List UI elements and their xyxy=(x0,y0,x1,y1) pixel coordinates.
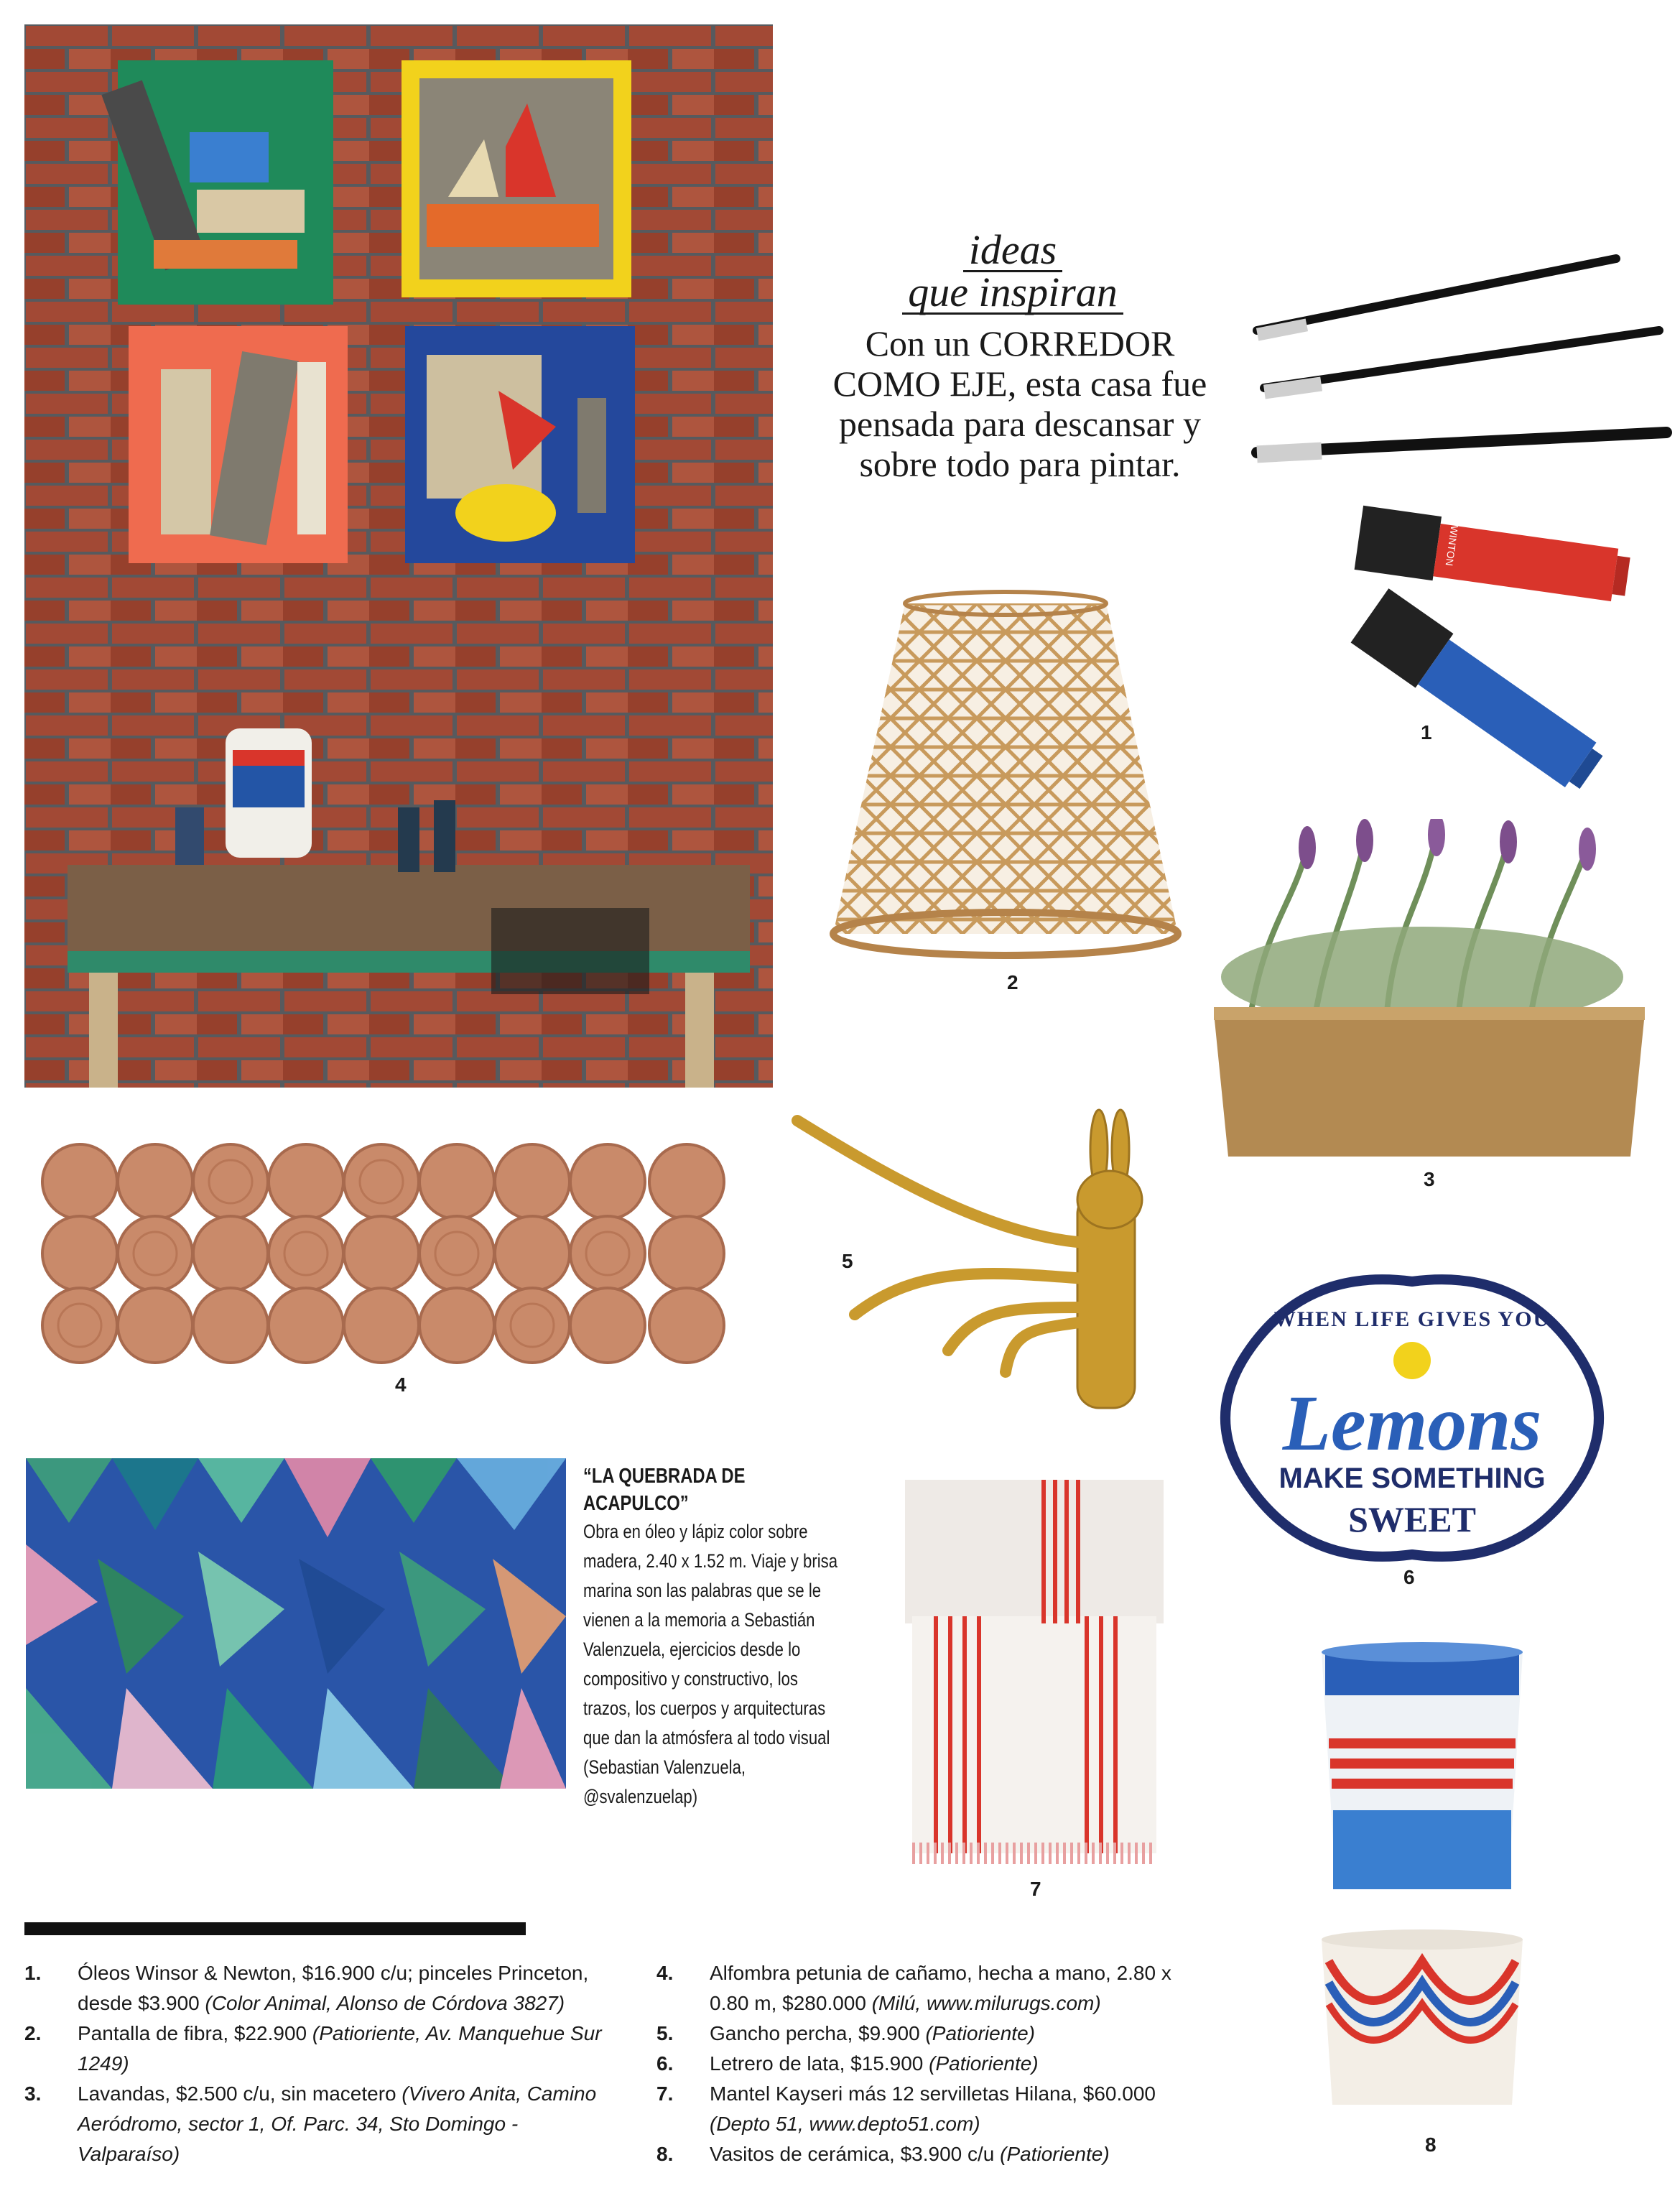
product-number-8: 8 xyxy=(1425,2133,1437,2156)
wall-art-blue xyxy=(405,326,635,563)
credit-item xyxy=(656,2049,1202,2079)
credit-item xyxy=(656,2139,1202,2169)
hemp-rug-photo xyxy=(40,1142,737,1365)
headline-text: esta casa fue pensada para descansar y sobre todo para pintar. xyxy=(839,363,1207,484)
credit-text: Alfombra petunia de cañamo, hecha a mano, 2.80 x 0.80 m, $280.000 xyxy=(710,1962,1171,2014)
artwork-description: Obra en óleo y lápiz color sobre madera, 2.40 x 1.52 m. Viaje y brisa marina son las palabras que se le vienen a la memoria a Sebastián Valenzuela, ejercicios desde lo compositivo y constructivo, los trazos, los cuerpos y arquitecturas que dan la atmósfera al todo visual (Sebastian Valenzuela, @svalenzuelap) xyxy=(583,1521,838,1807)
lavender-planter-photo xyxy=(1207,819,1652,1164)
product-number-1: 1 xyxy=(1421,721,1432,743)
credit-number: 8. xyxy=(656,2143,674,2165)
credit-item xyxy=(24,2079,621,2169)
credit-item xyxy=(656,1958,1202,2019)
sign-line1: WHEN LIFE GIVES YOU xyxy=(1273,1307,1551,1331)
blue-paint-tube xyxy=(1351,588,1611,798)
credits-column-left xyxy=(24,1958,621,2169)
credit-source: (Depto 51, www.depto51.com) xyxy=(710,2113,980,2135)
hero-photo xyxy=(24,24,773,1088)
credit-source: (Patioriente) xyxy=(925,2022,1035,2044)
red-paint-tube xyxy=(1355,506,1633,608)
wooden-planter-box xyxy=(1214,1013,1645,1157)
ceramic-cup-top xyxy=(1322,1642,1523,1889)
credit-item xyxy=(24,1958,621,2019)
tube-brand-label: WINTON xyxy=(1443,524,1461,567)
product-number-4: 4 xyxy=(395,1373,407,1396)
sign-line4: SWEET xyxy=(1348,1499,1476,1539)
wall-art-green xyxy=(101,60,333,305)
lemons-tin-sign xyxy=(1204,1267,1620,1569)
credit-source: (Color Animal, Alonso de Córdova 3827) xyxy=(205,1992,565,2014)
ceramic-cups-photo xyxy=(1307,1638,1537,2112)
ceramic-cup-bottom xyxy=(1322,1929,1523,2105)
credit-text: Óleos Winsor & Newton, $16.900 c/u; pinceles Princeton, desde $3.900 xyxy=(78,1962,589,2014)
product-number-6: 6 xyxy=(1403,1566,1415,1588)
credit-text: Vasitos de cerámica, $3.900 c/u xyxy=(710,2143,995,2165)
wall-art-coral xyxy=(129,326,348,563)
credit-number: 2. xyxy=(24,2022,42,2044)
lavender-plants xyxy=(1221,819,1623,1027)
credit-text: Letrero de lata, $15.900 xyxy=(710,2052,924,2075)
headline-caps: COMO EJE, xyxy=(832,363,1017,404)
sign-line2: Lemons xyxy=(1282,1379,1542,1467)
credit-number: 1. xyxy=(24,1962,42,1984)
credit-source: (Patioriente, Av. Manquehue Sur 1249) xyxy=(78,2022,602,2075)
credit-number: 6. xyxy=(656,2052,674,2075)
headline xyxy=(819,323,1221,484)
credit-text: Lavandas, $2.500 c/u, sin macetero xyxy=(78,2082,396,2105)
striped-tablecloth-photo xyxy=(898,1480,1171,1882)
credit-text: Pantalla de fibra, $22.900 xyxy=(78,2022,307,2044)
credit-source: (Patioriente) xyxy=(1000,2143,1110,2165)
paint-brushes xyxy=(1256,259,1666,463)
brushes-and-paints-photo xyxy=(1243,244,1674,819)
artwork-caption xyxy=(583,1463,848,1812)
section-rule xyxy=(24,1922,526,1935)
credit-item xyxy=(656,2019,1202,2049)
credit-text: Gancho percha, $9.900 xyxy=(710,2022,920,2044)
product-number-3: 3 xyxy=(1424,1168,1435,1190)
product-number-7: 7 xyxy=(1030,1878,1041,1900)
credit-source: (Vivero Anita, Camino Aeródromo, sector 1, Of. Parc. 34, Sto Domingo - Valparaíso) xyxy=(78,2082,597,2165)
credit-number: 7. xyxy=(656,2082,674,2105)
credit-source: (Patioriente) xyxy=(929,2052,1039,2075)
credits-column-right xyxy=(656,1958,1202,2169)
section-kicker xyxy=(833,226,1192,315)
credit-number: 5. xyxy=(656,2022,674,2044)
wall-art-yellow xyxy=(402,60,631,297)
product-number-5: 5 xyxy=(842,1250,853,1272)
credit-text: Mantel Kayseri más 12 servilletas Hilana, $60.000 xyxy=(710,2082,1156,2105)
lemon-icon xyxy=(1393,1342,1431,1379)
rabbit-hook-photo xyxy=(776,1092,1149,1415)
product-number-2: 2 xyxy=(1007,971,1018,993)
artwork-title: “LA QUEBRADA DE ACAPULCO” xyxy=(583,1465,746,1515)
credit-item xyxy=(656,2079,1202,2139)
credit-item xyxy=(24,2019,621,2079)
headline-caps: Con un CORREDOR xyxy=(865,323,1175,363)
wicker-lampshade-photo xyxy=(819,589,1192,963)
kicker-line2: que inspiran xyxy=(902,272,1123,315)
credit-number: 3. xyxy=(24,2082,42,2105)
sign-line3: MAKE SOMETHING xyxy=(1278,1463,1546,1494)
credit-source: (Milú, www.milurugs.com) xyxy=(871,1992,1101,2014)
credit-number: 4. xyxy=(656,1962,674,1984)
artwork-painting xyxy=(26,1458,566,1789)
kicker-line1: ideas xyxy=(963,230,1062,272)
